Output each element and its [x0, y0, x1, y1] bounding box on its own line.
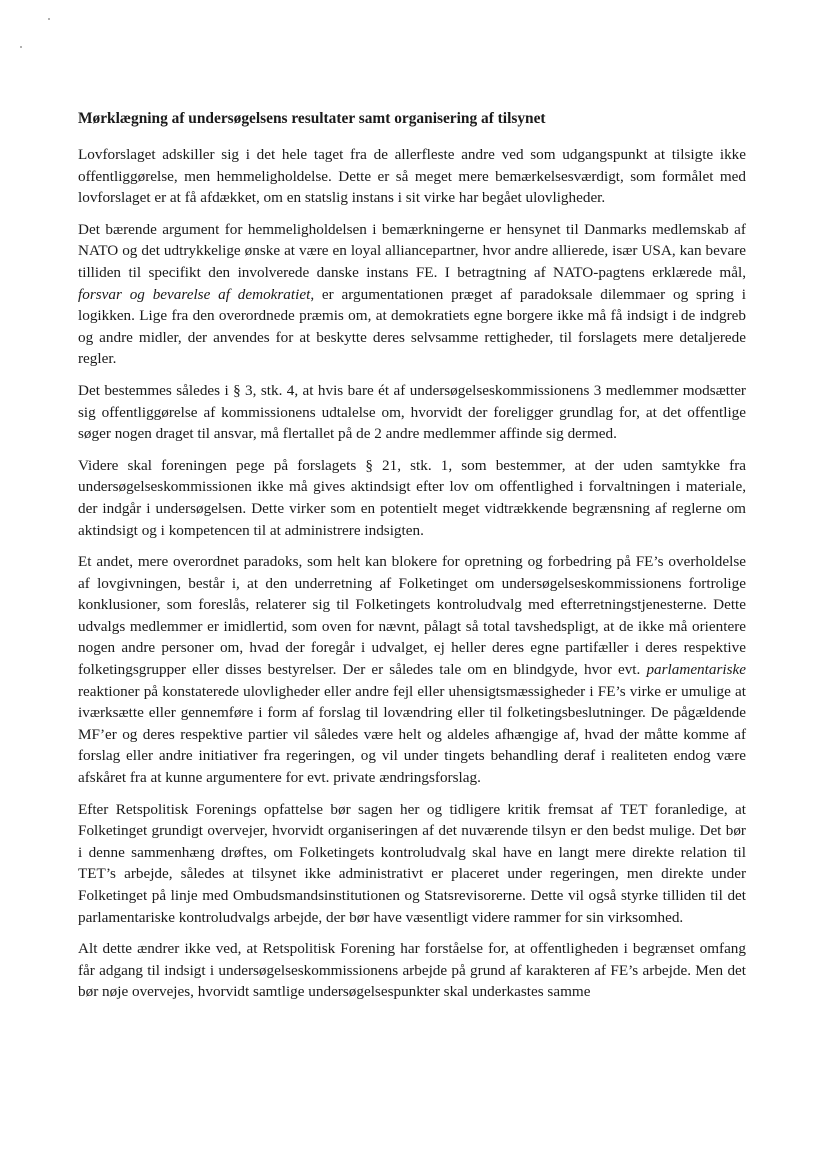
paragraph-2-italic: forsvar og bevarelse af demokratiet — [78, 285, 311, 303]
paragraph-3: Det bestemmes således i § 3, stk. 4, at hvis bare ét af undersøgelseskommissionens 3 medlemmer modsætter sig offentliggørelse af kommissionens udtalelse om, hvorvidt der foreligger grundlag for, at det offentlige søger nogen draget til ansvar, må flertallet på de 2 andre medlemmer affinde sig dermed. — [78, 381, 746, 443]
paragraph-2-text-a: Det bærende argument for hemmeligholdelsen i bemærkningerne er hensynet til Danmarks medlemskab af NATO og det udtrykkelige ønske at være en loyal alliancepartner, hvor andre allierede, især USA, kan bevare tilliden til specifikt den involverede danske instans FE. I betragtning af NATO-pagtens erklærede mål, — [78, 220, 746, 281]
paragraph-5-text-b: reaktioner på konstaterede ulovligheder eller andre fejl eller uhensigtsmæssigheder i FE’s virke er umulige at iværksætte eller gennemføre i form af forslag til lovændring eller til folketingsbeslutninger. De pågældende MF’er og deres respektive partier vil således være helt og aldeles afhængige af, hvad der måtte komme af forslag eller andre initiativer fra regeringen, og vil under tingets behandling deraf i realiteten endog være afskåret fra at kunne argumentere for evt. private ændringsforslag. — [78, 682, 746, 787]
paragraph-5-text-a: Et andet, mere overordnet paradoks, som helt kan blokere for opretning og forbedring på FE’s overholdelse af lovgivningen, består i, at den underretning af Folketinget om undersøgelseskommissionens fortrolige konklusioner, som foreslås, relaterer sig til Folketingets kontroludvalg med efterretningstjenesterne. Dette udvalgs medlemmer er imidlertid, som oven for nævnt, pålagt så total tavshedspligt, at de ikke må orientere nogen andre personer om, hvad der foregår i udvalget, ej heller deres egne partifæller i deres respektive folketingsgrupper eller disses bestyrelser. Der er således tale om en blindgyde, hvor evt. — [78, 553, 746, 679]
paragraph-6: Efter Retspolitisk Forenings opfattelse bør sagen her og tidligere kritik fremsat af TET foranledige, at Folketinget grundigt overvejer, hvorvidt organiseringen af det nuværende tilsyn er den bedst mulige. Det bør i denne sammenhæng drøftes, om Folketingets kontroludvalg skal have en langt mere direkte relation til TET’s arbejde, således at tilsynet ikke administrativt er placeret under regeringen, men direkte under Folketinget på linje med Ombudsmandsinstitutionen og Statsrevisorerne. Dette vil også styrke tilliden til det parlamentariske kontroludvalgs arbejde, der bør have væsentligt videre rammer for sin virksomhed. — [78, 800, 746, 926]
scan-speck — [48, 18, 50, 20]
scan-speck — [20, 46, 22, 48]
paragraph-2-text-b: , er argumentationen præget af paradoksale dilemmaer og spring i logikken. Lige fra den overordnede præmis om, at demokratiets egne borgere ikke må få indsigt i de indgreb og andre midler, der anvendes for at beskytte deres selvsamme rettigheder, til forslagets mere detaljerede regler. — [78, 285, 746, 368]
paragraph-4: Videre skal foreningen pege på forslagets § 21, stk. 1, som bestemmer, at der uden samtykke fra undersøgelseskommissionen ikke må gives aktindsigt efter lov om offentlighed i forvaltningen i materiale, der indgår i undersøgelsen. Dette virker som en potentielt meget vidtrækkende begrænsning af reglerne om aktindsigt og i kompetencen til at administrere indsigten. — [78, 456, 746, 539]
paragraph-2 — [78, 219, 746, 370]
paragraph-5 — [78, 551, 746, 789]
paragraph-7: Alt dette ændrer ikke ved, at Retspolitisk Forening har forståelse for, at offentligheden i begrænset omfang får adgang til indsigt i undersøgelseskommissionens arbejde på grund af karakteren af FE’s arbejde. Men det bør nøje overvejes, hvorvidt samtlige undersøgelsespunkter skal underkastes samme — [78, 940, 746, 1001]
document-page — [78, 108, 746, 1013]
paragraph-5-italic: parlamentariske — [640, 661, 746, 679]
section-heading: Mørklægning af undersøgelsens resultater samt organisering af tilsynet — [78, 110, 546, 127]
paragraph-1: Lovforslaget adskiller sig i det hele taget fra de allerfleste andre ved som udgangspunkt at tilsigte ikke offentliggørelse, men hemmeligholdelse. Dette er så meget mere bemærkelsesværdigt, som formålet med lovforslaget er at få afdækket, om en statslig instans i sit virke har begået ulovligheder. — [78, 146, 746, 207]
